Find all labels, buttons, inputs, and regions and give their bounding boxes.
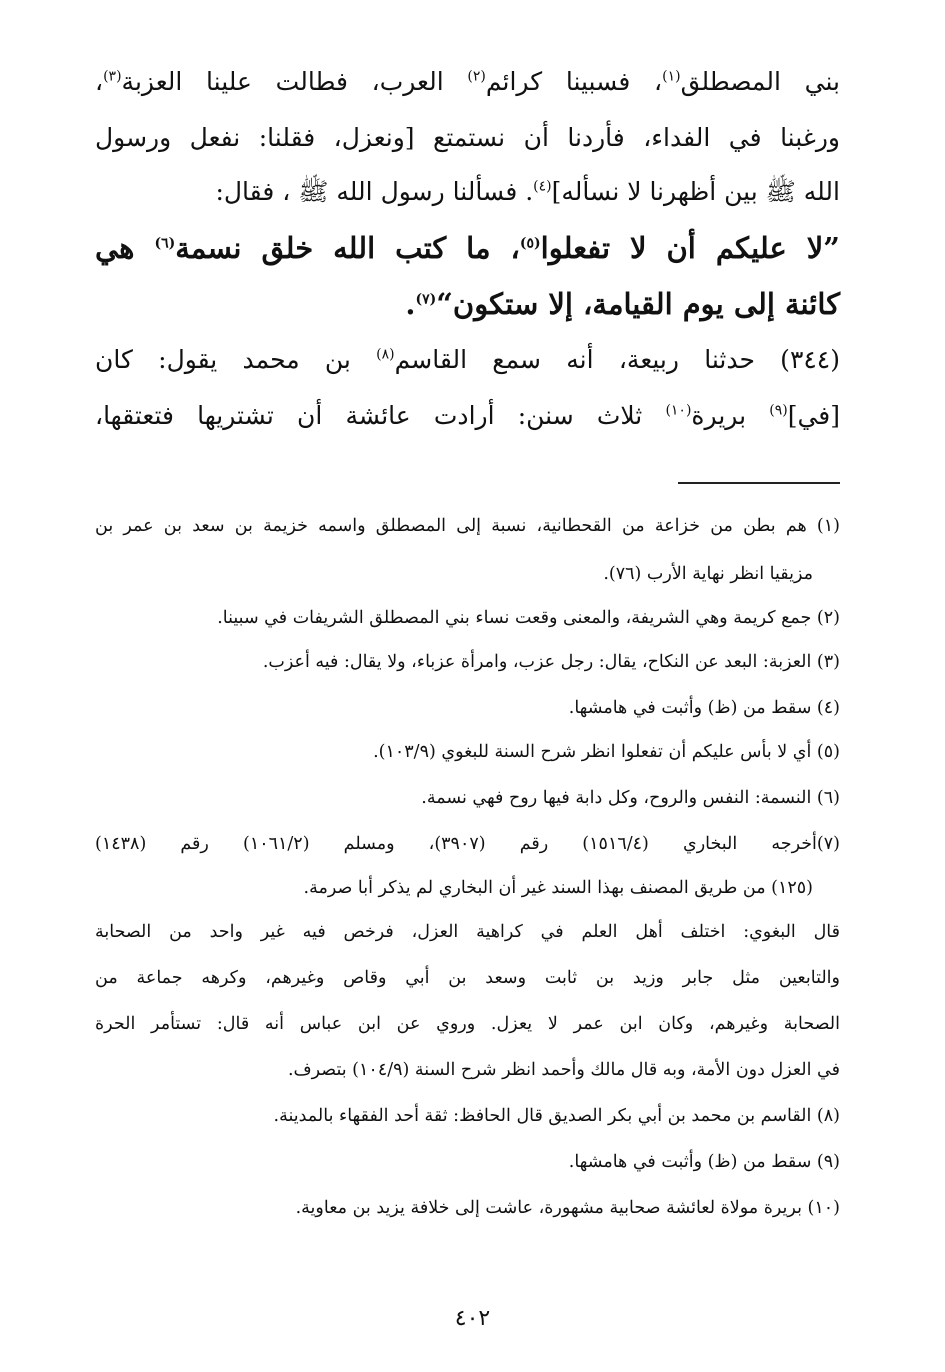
footnote-1-line-1: (١) هم بطن من خزاعة من القحطانية، نسبة إلى المصطلق واسمه خزيمة بن سعد بن عمر بن xyxy=(95,516,840,536)
footnote-7-line-4: والتابعين مثل جابر وزيد بن ثابت وسعد بن أبي وقاص وغيرهم، وكرهه جماعة من xyxy=(95,968,840,988)
footnote-ref-9: (٩) xyxy=(769,402,788,419)
footnote-divider xyxy=(678,482,840,484)
footnote-2: (٢) جمع كريمة وهي الشريفة، والمعنى وقعت نساء بني المصطلق الشريفات في سبينا. xyxy=(217,608,840,628)
footnote-7-line-2: (١٢٥) من طريق المصنف بهذا السند غير أن البخاري لم يذكر أبا صرمة. xyxy=(303,878,813,898)
body-line-7: [في]$^{(٩)}$ بريرة$^{(١٠)}$ ثلاث سنن: أرادت عائشة أن تشتريها فتعتقها، xyxy=(95,401,840,430)
body-line-2: ورغبنا في الفداء، فأردنا أن نستمتع [ونعزل، فقلنا: نفعل ورسول xyxy=(95,123,840,152)
footnote-1-line-2: مزيقيا انظر نهاية الأرب (٧٦). xyxy=(603,564,813,584)
footnote-ref-3: (٣) xyxy=(103,68,122,85)
footnote-ref-1: (١) xyxy=(662,68,681,85)
hadith-line-1: ”لا عليكم أن لا تفعلوا$^{(٥)}$، ما كتب الله خلق نسمة$^{(٦)}$ هي xyxy=(95,231,840,265)
footnote-ref-7: (٧) xyxy=(415,291,437,308)
footnote-7-line-3: قال البغوي: اختلف أهل العلم في كراهية العزل، فرخص فيه غير واحد من الصحابة xyxy=(95,922,840,942)
footnote-10: (١٠) بريرة مولاة لعائشة صحابية مشهورة، عاشت إلى خلافة يزيد بن معاوية. xyxy=(295,1198,840,1218)
footnote-5: (٥) أي لا بأس عليكم أن تفعلوا انظر شرح السنة للبغوي (١٠٣/٩). xyxy=(373,742,840,762)
footnote-8: (٨) القاسم بن محمد بن أبي بكر الصديق قال الحافظ: ثقة أحد الفقهاء بالمدينة. xyxy=(273,1106,840,1126)
footnote-6: (٦) النسمة: النفس والروح، وكل دابة فيها روح فهي نسمة. xyxy=(421,788,840,808)
footnote-3: (٣) العزبة: البعد عن النكاح، يقال: رجل عزب، وامرأة عزباء، ولا يقال: فيه أعزب. xyxy=(262,652,840,672)
footnote-4: (٤) سقط من (ظ) وأثبت في هامشها. xyxy=(568,698,840,718)
hadith-line-2: كائنة إلى يوم القيامة، إلا ستكون“$^{(٧)}$. xyxy=(405,287,840,321)
footnote-ref-6: (٦) xyxy=(154,235,176,252)
footnote-ref-4: (٤) xyxy=(533,178,552,195)
body-line-3: الله ﷺ بين أظهرنا لا نسأله]$^{(٤)}$. فسألنا رسول الله ﷺ ، فقال: xyxy=(215,177,840,206)
footnote-9: (٩) سقط من (ظ) وأثبت في هامشها. xyxy=(568,1152,840,1172)
body-line-1: بني المصطلق$^{(١)}$، فسبينا كرائم$^{(٢)}$ العرب، فطالت علينا العزبة$^{(٣)}$، xyxy=(95,67,840,96)
body-line-6: (٣٤٤) حدثنا ربيعة، أنه سمع القاسم$^{(٨)}$ بن محمد يقول: كان xyxy=(95,345,841,374)
page-number: ٤٠٢ xyxy=(454,1306,491,1331)
footnote-7-line-1: (٧)أخرجه البخاري (١٥١٦/٤) رقم (٣٩٠٧)، ومسلم (١٠٦١/٢) رقم (١٤٣٨) xyxy=(95,834,840,854)
footnote-ref-10: (١٠) xyxy=(665,402,692,419)
footnote-ref-2: (٢) xyxy=(467,68,486,85)
footnote-7-line-5: الصحابة وغيرهم، وكان ابن عمر لا يعزل. وروي عن ابن عباس أنه قال: تستأمر الحرة xyxy=(95,1014,840,1034)
footnote-ref-5: (٥) xyxy=(519,235,541,252)
footnote-ref-8: (٨) xyxy=(376,346,395,363)
footnote-7-line-6: في العزل دون الأمة، وبه قال مالك وأحمد انظر شرح السنة (١٠٤/٩) بتصرف. xyxy=(287,1060,840,1080)
